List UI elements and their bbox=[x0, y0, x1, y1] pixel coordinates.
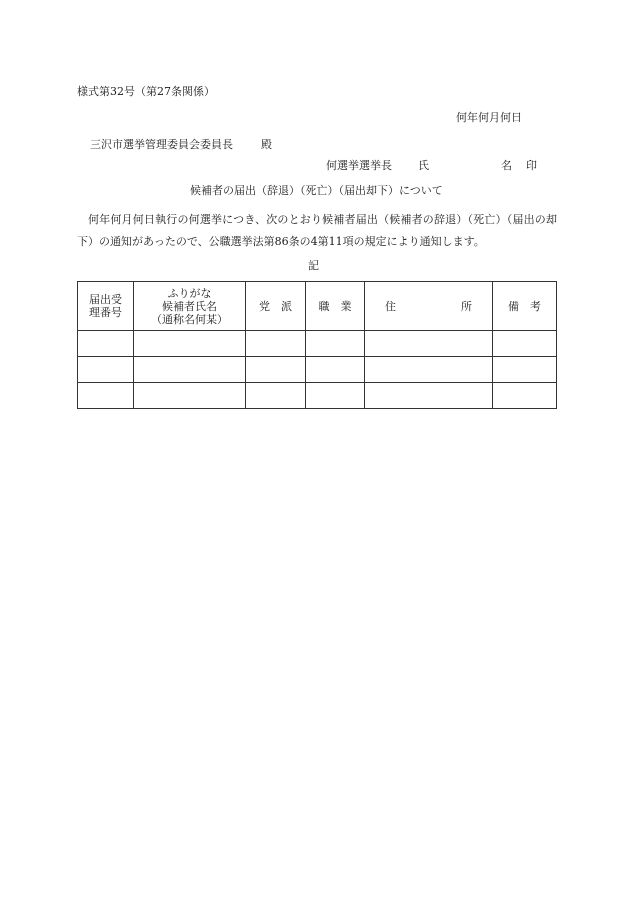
header-receipt-line2: 理番号 bbox=[89, 306, 122, 319]
table-row bbox=[78, 383, 557, 409]
sender-family-name: 氏 bbox=[418, 159, 429, 172]
table-cell[interactable] bbox=[134, 357, 246, 383]
table-cell[interactable] bbox=[246, 383, 306, 409]
table-cell[interactable] bbox=[78, 383, 134, 409]
table-cell[interactable] bbox=[365, 383, 493, 409]
seal-mark: 印 bbox=[526, 159, 537, 172]
table-cell[interactable] bbox=[246, 331, 306, 357]
header-candidate-name bbox=[134, 282, 246, 331]
table-row bbox=[78, 331, 557, 357]
table-cell[interactable] bbox=[306, 357, 365, 383]
addressee-honorific: 殿 bbox=[261, 138, 272, 151]
table-cell[interactable] bbox=[365, 357, 493, 383]
header-receipt-number bbox=[78, 282, 134, 331]
form-number: 様式第32号（第27条関係） bbox=[77, 85, 215, 98]
candidate-table bbox=[77, 281, 557, 409]
table-cell[interactable] bbox=[493, 383, 557, 409]
ki-heading: 記 bbox=[308, 259, 319, 272]
table-cell[interactable] bbox=[493, 357, 557, 383]
header-address-b: 所 bbox=[461, 299, 472, 313]
table-cell[interactable] bbox=[134, 331, 246, 357]
header-party: 党 派 bbox=[246, 282, 306, 331]
header-address-a: 住 bbox=[385, 299, 396, 313]
table-cell[interactable] bbox=[134, 383, 246, 409]
header-alias: （通称名何某） bbox=[151, 312, 228, 326]
table-cell[interactable] bbox=[493, 331, 557, 357]
table-cell[interactable] bbox=[78, 331, 134, 357]
header-remarks: 備 考 bbox=[493, 282, 557, 331]
table-header-row bbox=[78, 282, 557, 331]
header-name: 候補者氏名 bbox=[162, 299, 217, 313]
addressee bbox=[90, 138, 272, 152]
notice-date: 何年何月何日 bbox=[456, 111, 522, 124]
header-address bbox=[365, 282, 493, 331]
sender-given-name: 名 bbox=[501, 159, 512, 172]
sender-title: 何選挙選挙長 bbox=[326, 159, 392, 172]
table-row bbox=[78, 357, 557, 383]
table-cell[interactable] bbox=[78, 357, 134, 383]
subject-line: 候補者の届出（辞退）（死亡）（届出却下）について bbox=[190, 184, 443, 197]
table-cell[interactable] bbox=[306, 383, 365, 409]
body-paragraph: 何年何月何日執行の何選挙につき、次のとおり候補者届出（候補者の辞退）（死亡）（届出の却下）の通知があったので、公職選挙法第86条の4第11項の規定により通知します。 bbox=[77, 213, 557, 248]
sender bbox=[326, 159, 537, 173]
header-occupation: 職 業 bbox=[306, 282, 365, 331]
addressee-name: 三沢市選挙管理委員会委員長 bbox=[90, 138, 233, 151]
table-cell[interactable] bbox=[306, 331, 365, 357]
table-cell[interactable] bbox=[246, 357, 306, 383]
table-cell[interactable] bbox=[365, 331, 493, 357]
header-furigana: ふりがな bbox=[167, 286, 212, 300]
header-receipt-line1: 届出受 bbox=[89, 293, 122, 306]
